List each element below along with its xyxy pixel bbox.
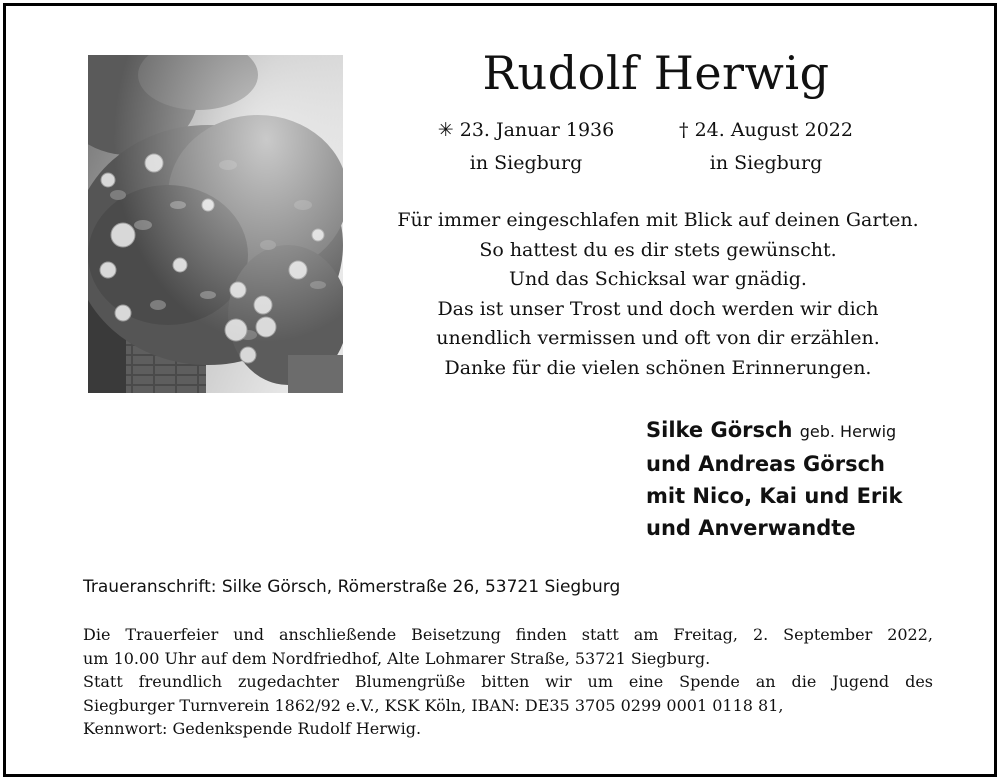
memorial-poem (358, 206, 958, 383)
details-line: Siegburger Turnverein 1862/92 e.V., KSK Köln, IBAN: DE35 3705 0299 0001 0118 81, (83, 695, 784, 715)
details-line: Die Trauerfeier und anschließende Beisetzung finden statt am Freitag, 2. September 2022, (83, 625, 933, 644)
funeral-details (83, 623, 933, 741)
birth-star-icon: ✳ (437, 119, 454, 141)
birth-date-line (406, 114, 646, 147)
death-info (646, 114, 886, 180)
maiden-name-note: geb. Herwig (799, 422, 897, 441)
mourning-address: Traueranschrift: Silke Görsch, Römerstraße 26, 53721 Siegburg (83, 577, 621, 597)
death-date: 24. August 2022 (694, 119, 853, 141)
poem-line: unendlich vermissen und oft von dir erzählen. (436, 327, 880, 349)
mourner-line: und Andreas Görsch (646, 452, 885, 476)
birth-place: in Siegburg (469, 152, 583, 174)
notice-frame (3, 3, 997, 777)
poem-line: So hattest du es dir stets gewünscht. (479, 238, 837, 261)
birth-date: 23. Januar 1936 (459, 119, 615, 141)
mourner-line (646, 414, 966, 448)
details-line: Kennwort: Gedenkspende Rudolf Herwig. (83, 719, 422, 739)
poem-line: Das ist unser Trost und doch werden wir dich (437, 297, 879, 320)
mourner-name: Silke Görsch (646, 418, 793, 442)
death-cross-icon: † (679, 119, 689, 141)
death-place: in Siegburg (709, 152, 823, 174)
birth-info (406, 114, 646, 180)
rose-garden-photo (88, 55, 343, 393)
deceased-name: Rudolf Herwig (482, 46, 830, 100)
mourner-line: mit Nico, Kai und Erik (646, 484, 903, 508)
details-line: um 10.00 Uhr auf dem Nordfriedhof, Alte Lohmarer Straße, 53721 Siegburg. (83, 648, 711, 668)
details-line: Statt freundlich zugedachter Blumengrüße bitten wir um eine Spende an die Jugend des (83, 672, 933, 692)
poem-line: Für immer eingeschlafen mit Blick auf deinen Garten. (397, 209, 919, 231)
life-dates (406, 114, 906, 174)
mourners-signature (646, 414, 966, 544)
death-date-line (646, 114, 886, 147)
poem-line: Danke für die vielen schönen Erinnerungen. (444, 356, 872, 379)
poem-line: Und das Schicksal war gnädig. (509, 268, 807, 290)
mourner-line: und Anverwandte (646, 516, 856, 540)
